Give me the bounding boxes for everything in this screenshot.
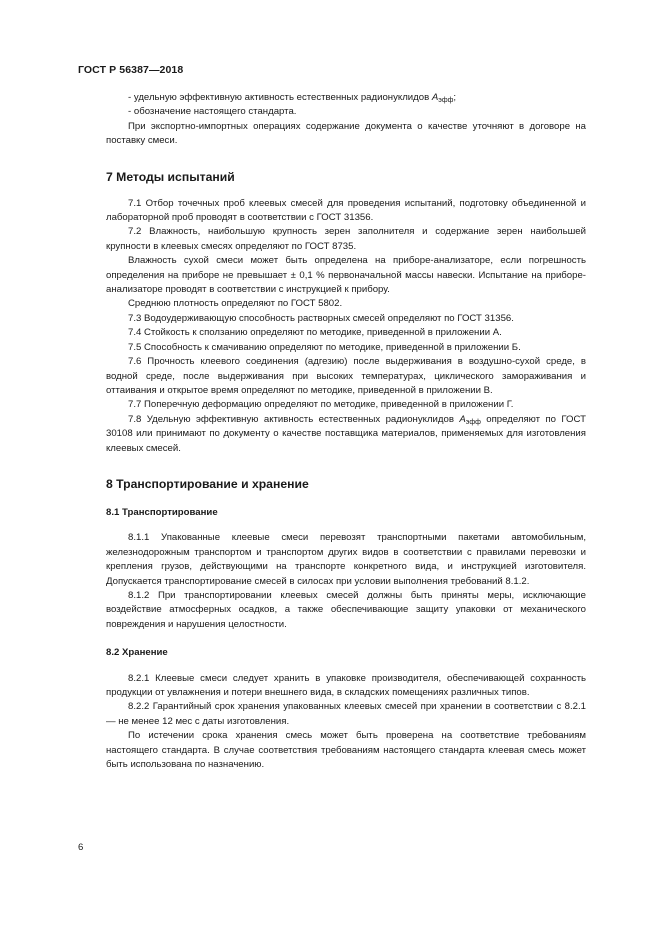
section-7-heading: 7 Методы испытаний xyxy=(106,169,235,184)
page-number: 6 xyxy=(78,842,84,853)
section-8-heading: 8 Транспортирование и хранение xyxy=(106,476,309,491)
intro-list-item-activity: - удельную эффективную активность естественных радионуклидов $A_{эфф}$; xyxy=(128,92,457,104)
paragraph-7-2-analyzer: Влажность сухой смеси может быть определена на приборе-анализаторе, если погрешность определения на приборе не превышает ± 0,1 % первоначальной массы навески. Испытание на приборе-анализаторе проводят в соответствии с инструкцией к прибору. xyxy=(106,255,586,296)
paragraph-7-5: 7.5 Способность к смачиванию определяют по методике, приведенной в приложении Б. xyxy=(128,341,521,353)
page-header-title: ГОСТ Р 56387—2018 xyxy=(78,64,184,76)
paragraph-7-3: 7.3 Водоудерживающую способность растворных смесей определяют по ГОСТ 31356. xyxy=(128,312,514,324)
paragraph-7-7: 7.7 Поперечную деформацию определяют по методике, приведенной в приложении Г. xyxy=(128,399,514,411)
paragraph-7-2-density: Среднюю плотность определяют по ГОСТ 5802. xyxy=(128,298,343,310)
paragraph-8-2-2: 8.2.2 Гарантийный срок хранения упакованных клеевых смесей при хранении в соответствии с 8.2.1 — не менее 12 мес с даты изготовления. xyxy=(106,701,586,727)
paragraph-8-1-1: 8.1.1 Упакованные клеевые смеси перевозят транспортными пакетами автомобильным, железнодорожным транспортом и транспортом других видов в соответствии с правилами перевозки и крепления грузов, действующими на транспорте конкретного вида, и инструкцией изготовителя. Допускается транспортирование смесей в силосах при условии выполнения требований 8.1.2. xyxy=(106,532,586,587)
paragraph-7-2: 7.2 Влажность, наибольшую крупность зерен заполнителя и содержание зерен наибольшей крупности в клеевых смесях определяют по ГОСТ 8735. xyxy=(106,226,586,252)
subsection-8-2-heading: 8.2 Хранение xyxy=(106,647,168,659)
paragraph-8-1-2: 8.1.2 При транспортировании клеевых смесей должны быть приняты меры, исключающие воздействие атмосферных осадков, а также обеспечивающие защиту упаковки от механического повреждения и нарушения целостности. xyxy=(106,589,586,630)
paragraph-7-1: 7.1 Отбор точечных проб клеевых смесей для проведения испытаний, подготовку объединенной и лабораторной проб проводят в соответствии с ГОСТ 31356. xyxy=(106,197,586,224)
paragraph-8-2-1: 8.2.1 Клеевые смеси следует хранить в упаковке производителя, обеспечивающей сохранность продукции от увлажнения и потери внешнего вида, в складских помещениях различных типов. xyxy=(106,672,586,698)
intro-paragraph-export: При экспортно-импортных операциях содержание документа о качестве уточняют в договоре на поставку смеси. xyxy=(106,120,586,147)
paragraph-8-2-3: По истечении срока хранения смесь может быть проверена на соответствие требованиям настоящего стандарта. В случае соответствия требованиям настоящего стандарта клеевая смесь может быть использована по назначению. xyxy=(106,730,586,771)
intro-list-item-designation: - обозначение настоящего стандарта. xyxy=(128,106,297,118)
paragraph-7-6: 7.6 Прочность клеевого соединения (адгезию) после выдерживания в воздушно-сухой среде, в водной среде, после выдерживания при высоких температурах, циклического замораживания и оттаивания и открытое время определяют по методике, приведенной в приложении В. xyxy=(106,356,586,396)
page-body xyxy=(106,91,586,772)
paragraph-7-8: 7.8 Удельную эффективную активность естественных радионуклидов $A_{эфф}$ определяют по ГОСТ 30108 или принимают по документу о качестве поставщика материалов, применяемых для изготовления клеевых смесей. xyxy=(106,413,586,454)
paragraph-7-4: 7.4 Стойкость к сползанию определяют по методике, приведенной в приложении А. xyxy=(128,327,502,339)
subsection-8-1-heading: 8.1 Транспортирование xyxy=(106,506,218,518)
